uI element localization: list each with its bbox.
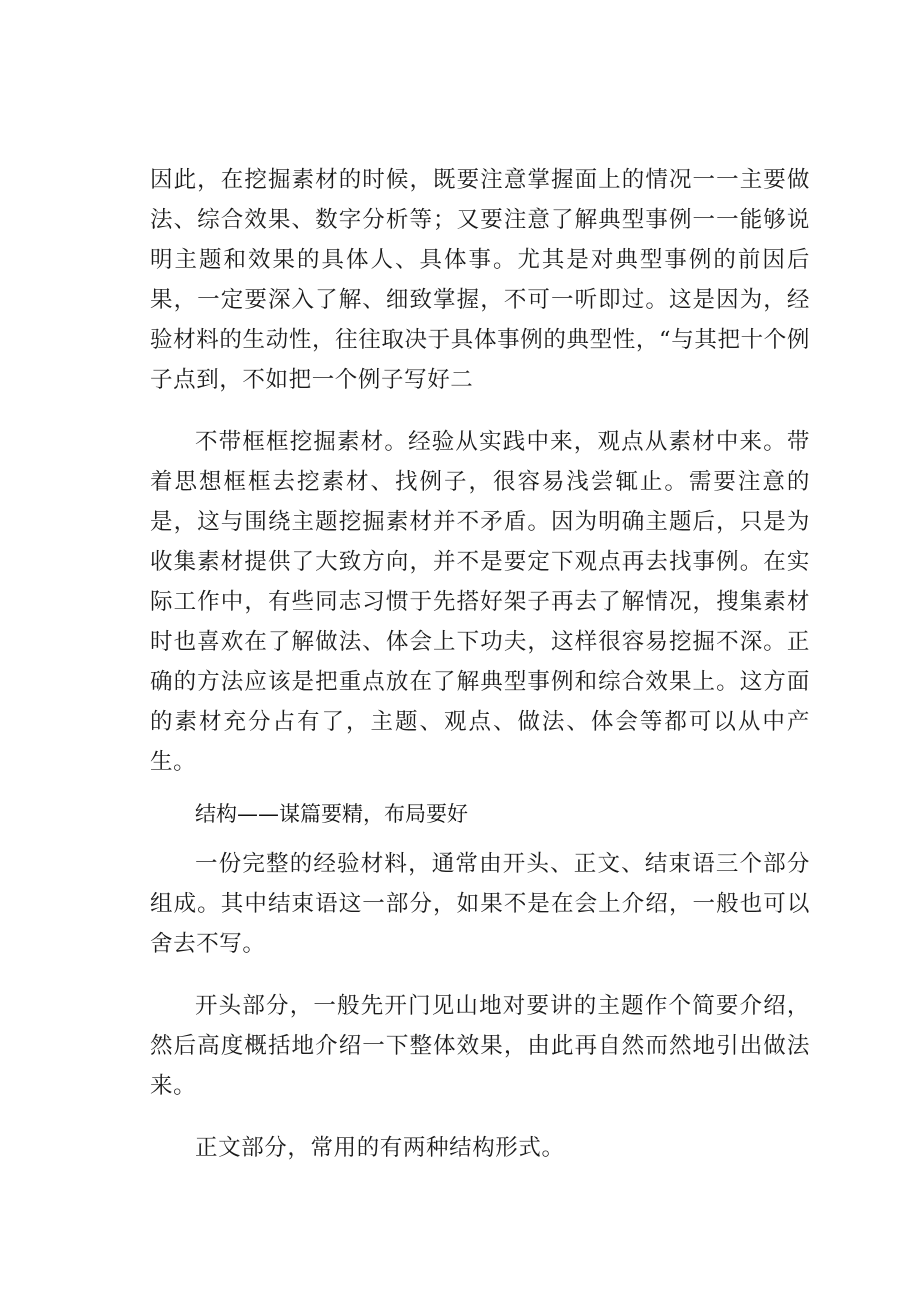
paragraph-main-body: 正文部分，常用的有两种结构形式。 xyxy=(195,1135,565,1161)
paragraph-opening: 开头部分，一般先开门见山地对要讲的主题作个简要介绍，然后高度概括地介绍一下整体效果，由此再自然而然地引出做法来。 xyxy=(150,993,810,1099)
paragraph-material-mining: 因此，在挖掘素材的时候，既要注意掌握面上的情况一一主要做法、综合效果、数字分析等；又要注意了解典型事例一一能够说明主题和效果的具体人、具体事。尤其是对典型事例的前因后果，一定要深入了解、细致掌握，不可一听即过。这是因为，经验材料的生动性，往往取决于具体事例的典型性，“与其把十个例子点到，不如把一个例子写好二 xyxy=(150,167,810,393)
paragraph-composition: 一份完整的经验材料，通常由开头、正文、结束语三个部分组成。其中结束语这一部分，如果不是在会上介绍，一般也可以舍去不写。 xyxy=(150,851,810,957)
document-page xyxy=(150,160,810,1168)
paragraph-no-frameworks: 不带框框挖掘素材。经验从实践中来，观点从素材中来。带着思想框框去挖素材、找例子，很容易浅尝辄止。需要注意的是，这与围绕主题挖掘素材并不矛盾。因为明确主题后，只是为收集素材提供了大致方向，并不是要定下观点再去找事例。在实际工作中，有些同志习惯于先搭好架子再去了解情况，搜集素材时也喜欢在了解做法、体会上下功夫，这样很容易挖掘不深。正确的方法应该是把重点放在了解典型事例和综合效果上。这方面的素材充分占有了，主题、观点、做法、体会等都可以从中产生。 xyxy=(150,429,810,775)
section-heading-structure: 结构——谋篇要精，布局要好 xyxy=(195,802,468,826)
